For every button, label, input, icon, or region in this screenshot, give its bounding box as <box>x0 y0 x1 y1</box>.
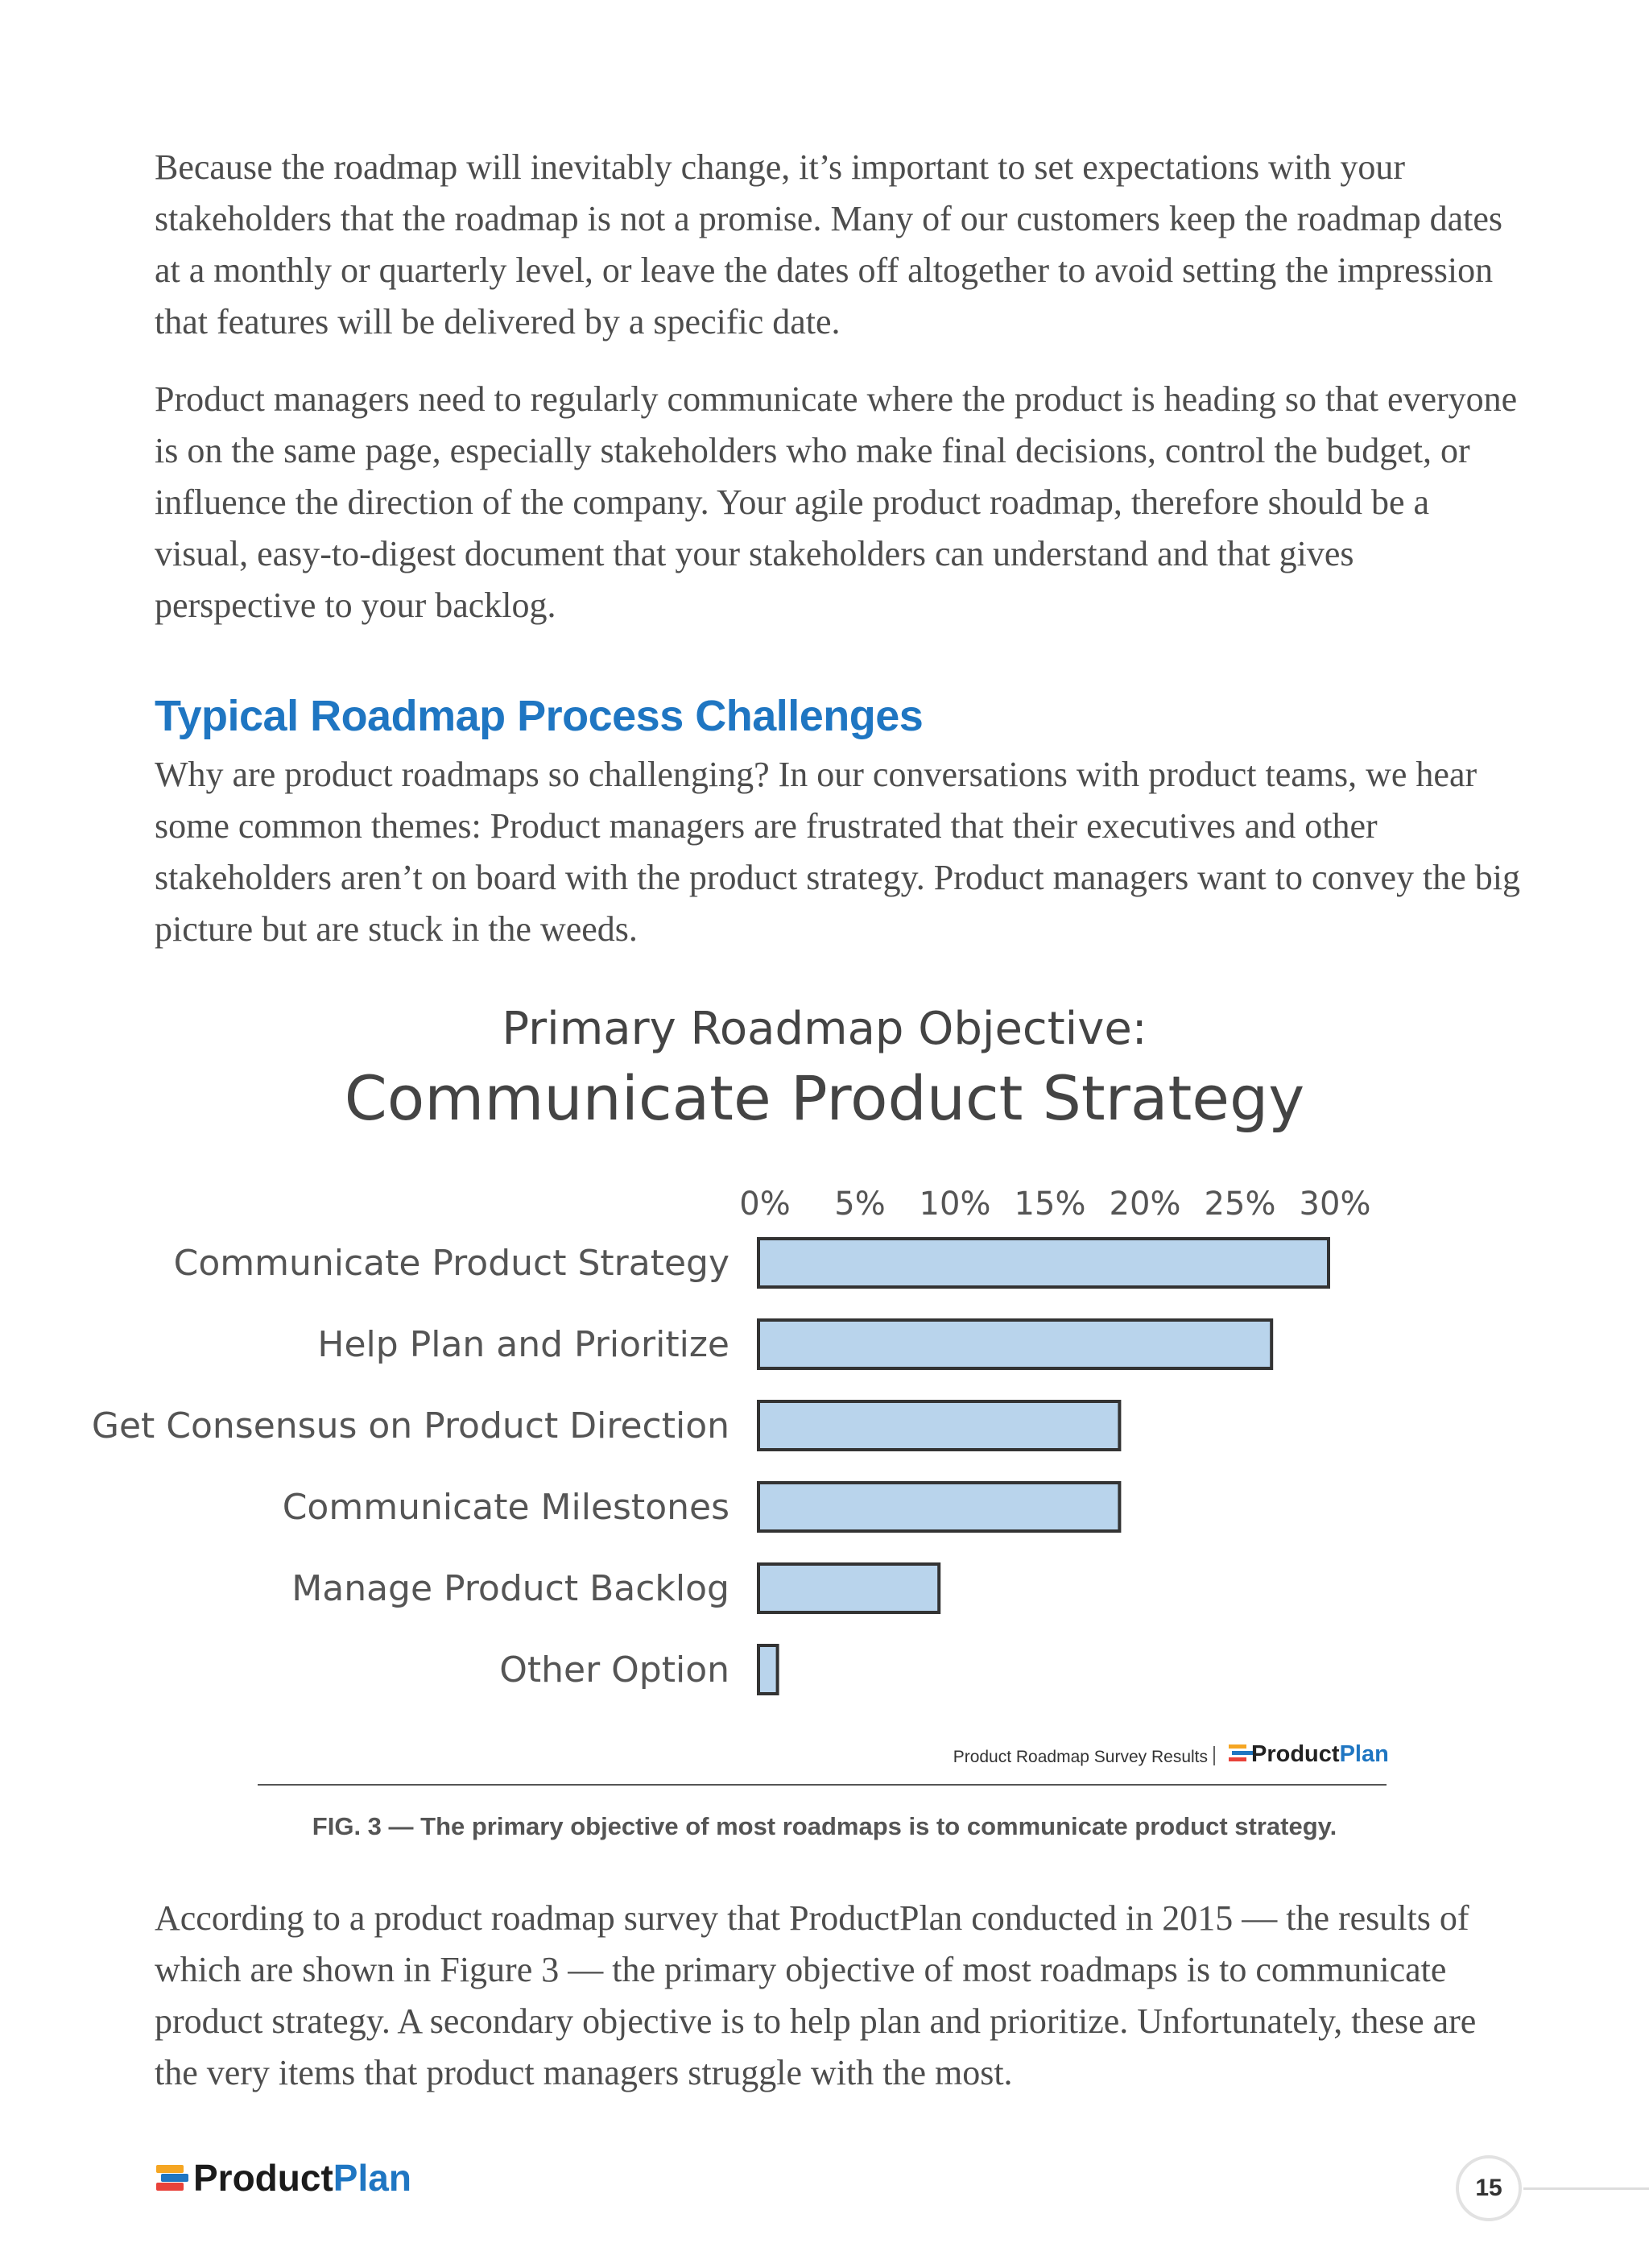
x-tick-label: 15% <box>1014 1186 1086 1223</box>
productplan-logo <box>155 2155 411 2200</box>
source-label: Product Roadmap Survey Results <box>953 1748 1208 1766</box>
logo-word-plan: Plan <box>333 2157 411 2199</box>
logo-small-text: ProductPlan <box>1251 1741 1389 1767</box>
category-label: Communicate Milestones <box>282 1487 729 1528</box>
body-paragraph-4: According to a product roadmap survey that ProductPlan conducted in 2015 — the results of which are shown in Figure 3 — the primary objective of most roadmaps is to communicate product strategy. A secondary objective is to help plan and prioritize. Unfortunately, these are the very items that product managers struggle with the most. <box>155 1898 1477 2092</box>
figure-caption: FIG. 3 — The primary objective of most roadmaps is to communicate product strategy. <box>312 1812 1337 1840</box>
figure-3 <box>0 966 1649 1852</box>
logo-icon <box>155 2163 188 2192</box>
bar <box>758 1320 1271 1368</box>
x-tick-label: 30% <box>1299 1186 1371 1223</box>
source-attribution <box>953 1741 1389 1767</box>
body-paragraph-3: Why are product roadmaps so challenging? In our conversations with product teams, we hear some common themes: Product managers are frustrated that their executives and other stakeholders aren’t on board with the product strategy. Product managers want to convey the big picture but are stuck in the weeds. <box>155 755 1520 949</box>
x-tick-label: 5% <box>834 1186 886 1223</box>
page-number: 15 <box>1456 2155 1522 2221</box>
figure-divider <box>258 1784 1387 1786</box>
category-label: Manage Product Backlog <box>291 1568 729 1609</box>
chart-title: Primary Roadmap Objective: <box>502 1003 1147 1055</box>
category-labels <box>92 1243 729 1691</box>
category-label: Help Plan and Prioritize <box>317 1324 729 1365</box>
category-label: Other Option <box>499 1649 729 1691</box>
body-paragraph-2: Product managers need to regularly communicate where the product is heading so that everyone is on the same page, especially stakeholders who make final decisions, control the budget, or influence the direction of the company. Your agile product roadmap, therefore should be a visual, easy-to-digest document that your stakeholders can understand and that gives perspective to your backlog. <box>155 379 1518 625</box>
x-axis-ticks <box>739 1186 1370 1223</box>
bar-chart <box>0 966 1649 1852</box>
section-heading: Typical Roadmap Process Challenges <box>155 692 924 740</box>
productplan-logo-small <box>1229 1741 1389 1767</box>
page-line-decoration <box>1523 2187 1649 2190</box>
x-tick-label: 10% <box>919 1186 991 1223</box>
body-paragraph-1: Because the roadmap will inevitably change, it’s important to set expectations with your stakeholders that the roadmap is not a promise. Many of our customers keep the roadmap dates at a monthly or quarterly level, or leave the dates off altogether to avoid setting the impression that features will be delivered by a specific date. <box>155 147 1502 341</box>
chart-subtitle: Communicate Product Strategy <box>344 1062 1305 1134</box>
bar <box>758 1483 1119 1531</box>
page-indicator <box>1456 2152 1649 2225</box>
x-tick-label: 0% <box>739 1186 791 1223</box>
bar <box>758 1401 1119 1450</box>
category-label: Communicate Product Strategy <box>173 1243 729 1284</box>
bar <box>758 1564 939 1612</box>
bar <box>758 1645 778 1694</box>
bar <box>758 1239 1329 1287</box>
logo-word-product: Product <box>193 2157 333 2199</box>
category-label: Get Consensus on Product Direction <box>91 1405 729 1446</box>
x-tick-label: 25% <box>1204 1186 1276 1223</box>
bars <box>758 1239 1329 1694</box>
x-tick-label: 20% <box>1109 1186 1181 1223</box>
